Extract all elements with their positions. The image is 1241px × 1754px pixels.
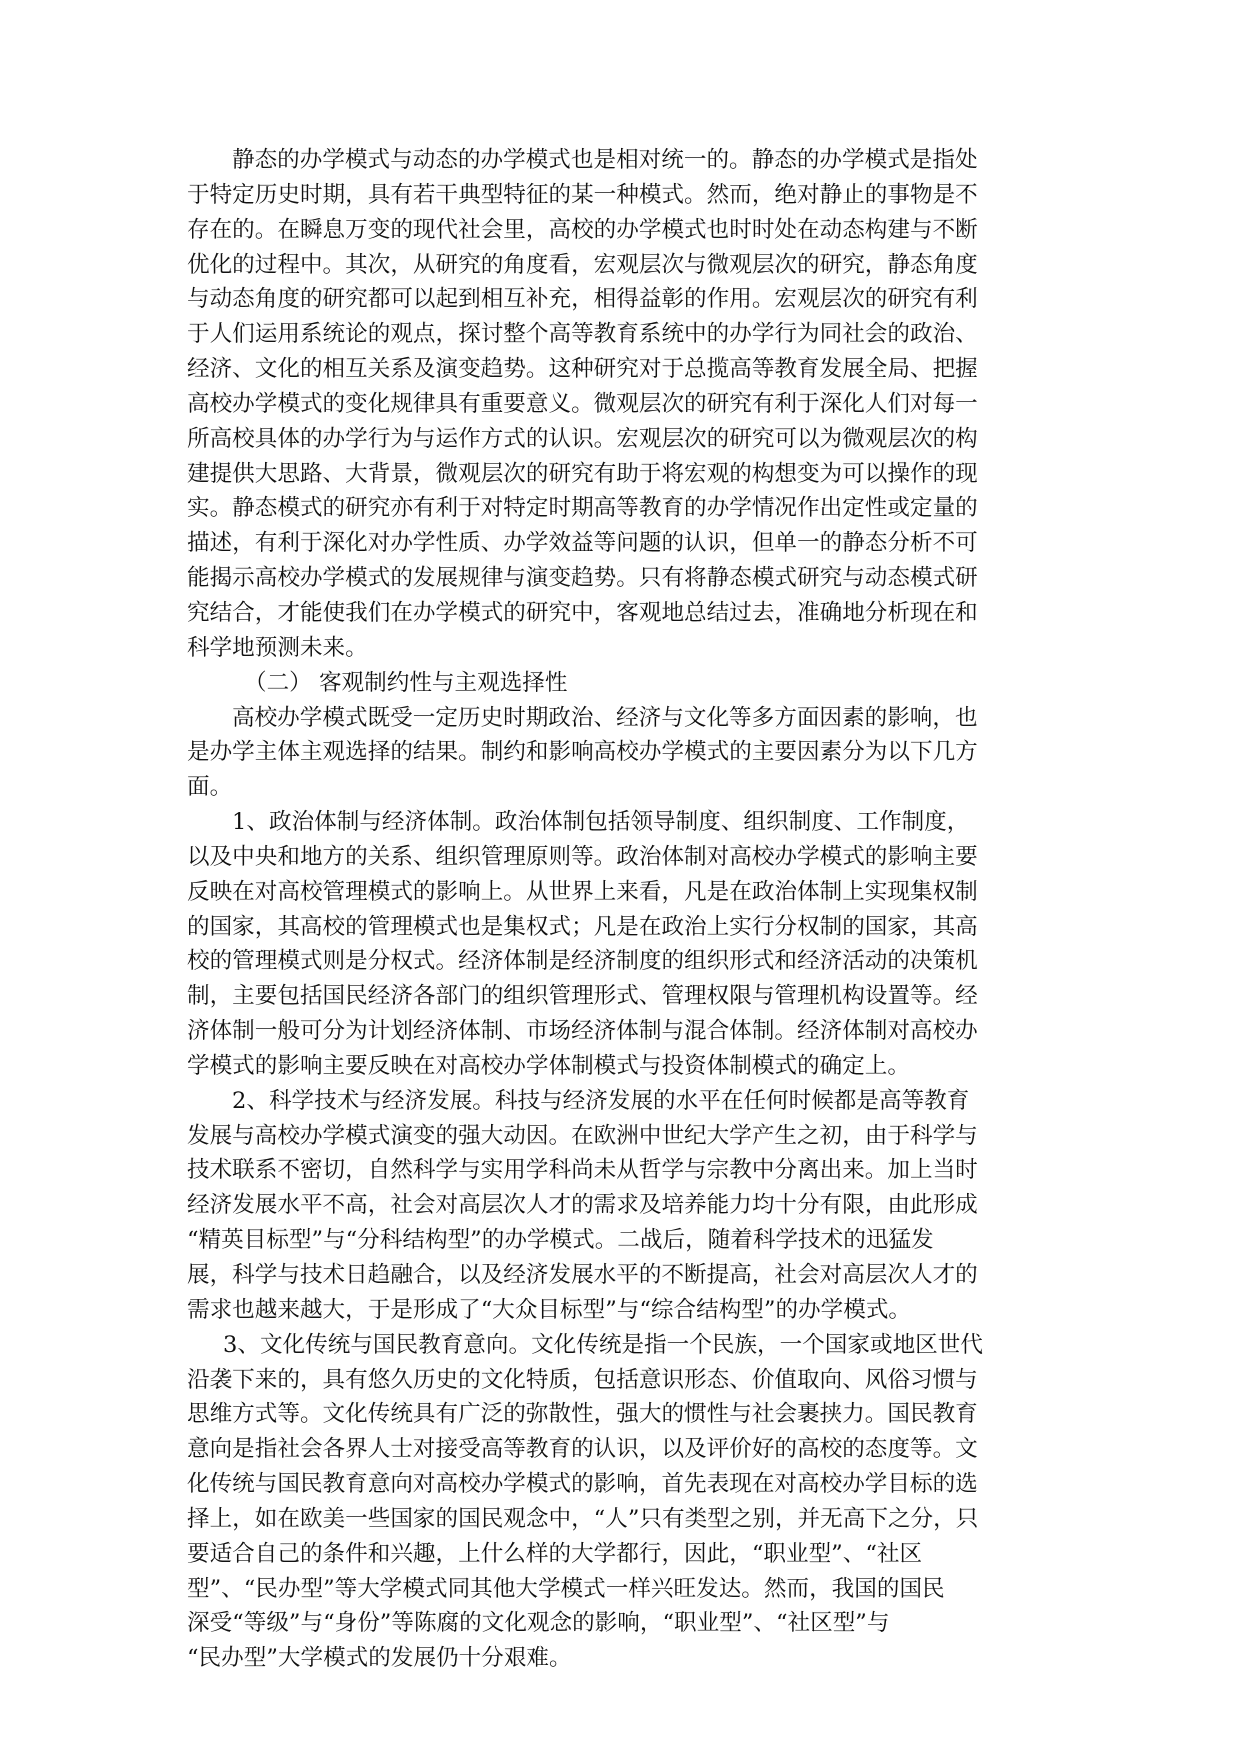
text-line: 制，主要包括国民经济各部门的组织管理形式、管理权限与管理机构设置等。经 bbox=[187, 983, 978, 1010]
text-line: 校的管理模式则是分权式。经济体制是经济制度的组织形式和经济活动的决策机 bbox=[187, 948, 978, 975]
text-line: 描述，有利于深化对办学性质、办学效益等问题的认识，但单一的静态分析不可 bbox=[187, 530, 978, 557]
text-line: 3、文化传统与国民教育意向。文化传统是指一个民族，一个国家或地区世代 bbox=[223, 1331, 983, 1358]
text-line: 高校办学模式的变化规律具有重要意义。微观层次的研究有利于深化人们对每一 bbox=[187, 390, 978, 417]
text-line: 技术联系不密切，自然科学与实用学科尚未从哲学与宗教中分离出来。加上当时 bbox=[187, 1157, 978, 1184]
text-line: 2、科学技术与经济发展。科技与经济发展的水平在任何时候都是高等教育 bbox=[232, 1087, 970, 1114]
text-line: 思维方式等。文化传统具有广泛的弥散性，强大的惯性与社会裹挟力。国民教育 bbox=[187, 1401, 978, 1428]
text-line: “民办型”大学模式的发展仍十分艰难。 bbox=[187, 1645, 572, 1672]
text-line: 反映在对高校管理模式的影响上。从世界上来看，凡是在政治体制上实现集权制 bbox=[187, 878, 978, 905]
text-line: 化传统与国民教育意向对高校办学模式的影响，首先表现在对高校办学目标的选 bbox=[187, 1471, 978, 1498]
text-line: 静态的办学模式与动态的办学模式也是相对统一的。静态的办学模式是指处 bbox=[232, 147, 978, 173]
text-line: 与动态角度的研究都可以起到相互补充，相得益彰的作用。宏观层次的研究有利 bbox=[187, 286, 978, 313]
text-line: 的国家，其高校的管理模式也是集权式；凡是在政治上实行分权制的国家，其高 bbox=[187, 913, 978, 940]
text-line: 以及中央和地方的关系、组织管理原则等。政治体制对高校办学模式的影响主要 bbox=[187, 843, 978, 870]
text-line: 择上，如在欧美一些国家的国民观念中，“人”只有类型之别，并无高下之分，只 bbox=[187, 1505, 979, 1532]
text-line: 需求也越来越大，于是形成了“大众目标型”与“综合结构型”的办学模式。 bbox=[187, 1296, 912, 1323]
text-line: 意向是指社会各界人士对接受高等教育的认识，以及评价好的高校的态度等。文 bbox=[187, 1436, 978, 1463]
text-line: 学模式的影响主要反映在对高校办学体制模式与投资体制模式的确定上。 bbox=[187, 1052, 910, 1079]
text-line: 实。静态模式的研究亦有利于对特定时期高等教育的办学情况作出定性或定量的 bbox=[187, 495, 978, 522]
text-line: 深受“等级”与“身份”等陈腐的文化观念的影响，“职业型”、“社区型”与 bbox=[187, 1610, 890, 1637]
text-line: 要适合自己的条件和兴趣，上什么样的大学都行，因此，“职业型”、“社区 bbox=[187, 1540, 923, 1567]
text-line: （二） 客观制约性与主观选择性 bbox=[244, 669, 568, 696]
text-line: 所高校具体的办学行为与运作方式的认识。宏观层次的研究可以为微观层次的构 bbox=[187, 425, 978, 452]
text-line: 高校办学模式既受一定历史时期政治、经济与文化等多方面因素的影响，也 bbox=[232, 704, 978, 731]
document-body bbox=[187, 143, 1067, 1676]
text-line: 1、政治体制与经济体制。政治体制包括领导制度、组织制度、工作制度， bbox=[232, 809, 970, 836]
text-line: 展，科学与技术日趋融合，以及经济发展水平的不断提高，社会对高层次人才的 bbox=[187, 1262, 978, 1288]
text-line: 能揭示高校办学模式的发展规律与演变趋势。只有将静态模式研究与动态模式研 bbox=[187, 565, 978, 592]
text-line: 发展与高校办学模式演变的强大动因。在欧洲中世纪大学产生之初，由于科学与 bbox=[187, 1122, 978, 1149]
text-line: 济体制一般可分为计划经济体制、市场经济体制与混合体制。经济体制对高校办 bbox=[187, 1018, 978, 1045]
text-line: 于特定历史时期，具有若干典型特征的某一种模式。然而，绝对静止的事物是不 bbox=[187, 181, 978, 208]
text-line: 存在的。在瞬息万变的现代社会里，高校的办学模式也时时处在动态构建与不断 bbox=[187, 216, 978, 243]
text-line: 是办学主体主观选择的结果。制约和影响高校办学模式的主要因素分为以下几方 bbox=[187, 739, 978, 766]
text-line: 科学地预测未来。 bbox=[187, 634, 368, 661]
text-line: 于人们运用系统论的观点，探讨整个高等教育系统中的办学行为同社会的政治、 bbox=[187, 321, 978, 348]
text-line: 经济发展水平不高，社会对高层次人才的需求及培养能力均十分有限，由此形成 bbox=[187, 1192, 978, 1219]
text-line: 沿袭下来的，具有悠久历史的文化特质，包括意识形态、价值取向、风俗习惯与 bbox=[187, 1366, 978, 1393]
text-line: “精英目标型”与“分科结构型”的办学模式。二战后，随着科学技术的迅猛发 bbox=[187, 1227, 934, 1254]
text-line: 经济、文化的相互关系及演变趋势。这种研究对于总揽高等教育发展全局、把握 bbox=[187, 356, 978, 383]
text-line: 面。 bbox=[187, 774, 233, 801]
text-line: 究结合，才能使我们在办学模式的研究中，客观地总结过去，准确地分析现在和 bbox=[187, 599, 978, 626]
text-line: 建提供大思路、大背景，微观层次的研究有助于将宏观的构想变为可以操作的现 bbox=[187, 460, 978, 487]
text-line: 型”、“民办型”等大学模式同其他大学模式一样兴旺发达。然而，我国的国民 bbox=[187, 1575, 945, 1602]
text-line: 优化的过程中。其次，从研究的角度看，宏观层次与微观层次的研究，静态角度 bbox=[187, 251, 978, 278]
